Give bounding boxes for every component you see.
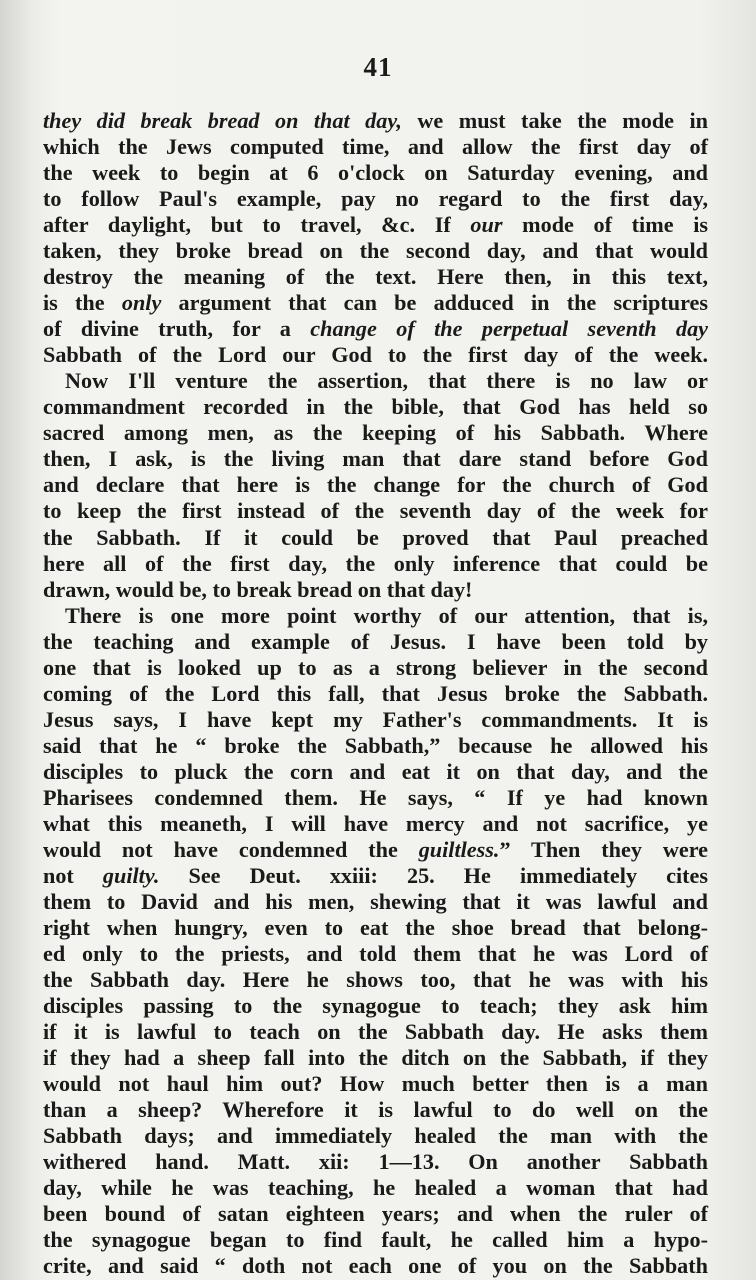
text-line <box>43 551 708 577</box>
text-segment: Pharisees condemned them. He says, “ If ye had known <box>43 784 708 810</box>
text-line <box>43 1071 708 1097</box>
text-line <box>43 1097 708 1123</box>
text-line <box>43 1149 708 1175</box>
text-segment: See Deut. xxiii: 25. He immediately cites <box>159 862 708 888</box>
text-segment: than a sheep? Wherefore it is lawful to do well on the <box>43 1097 708 1123</box>
text-segment: the Sabbath. If it could be proved that Paul preached <box>43 524 708 550</box>
body-text <box>43 108 708 1279</box>
text-segment: right when hungry, even to eat the shoe bread that belong- <box>43 914 708 940</box>
text-segment: taken, they broke bread on the second day, and that would <box>43 238 708 264</box>
text-line <box>43 368 708 394</box>
text-segment: Sabbath days; and immediately healed the man with the <box>43 1123 708 1149</box>
text-line <box>43 759 708 785</box>
text-line <box>43 186 708 212</box>
text-segment: which the Jews computed time, and allow the first day of <box>43 134 708 160</box>
text-line <box>43 446 708 472</box>
text-line <box>43 290 708 316</box>
text-line <box>43 785 708 811</box>
text-segment: destroy the meaning of the text. Here then, in this text, <box>43 264 708 290</box>
text-line <box>43 629 708 655</box>
text-segment: Jesus says, I have kept my Father's commandments. It is <box>43 706 708 732</box>
page-number: 41 <box>363 52 393 82</box>
text-segment: There is one more point worthy of our attention, that is, <box>65 602 708 628</box>
text-line <box>43 863 708 889</box>
text-line <box>43 707 708 733</box>
text-line <box>43 212 708 238</box>
text-segment: if they had a sheep fall into the ditch on the Sabbath, if they <box>43 1045 708 1071</box>
text-segment: is the <box>43 290 122 316</box>
text-segment: argument that can be adduced in the scriptures <box>161 290 708 316</box>
text-line <box>43 603 708 629</box>
text-segment: crite, and said “ doth not each one of you on the Sabbath <box>43 1253 708 1279</box>
text-line <box>43 1175 708 1201</box>
text-line <box>43 1123 708 1149</box>
text-segment: mode of time is <box>502 212 708 238</box>
text-segment: been bound of satan eighteen years; and when the ruler of <box>43 1201 708 1227</box>
text-segment: if it is lawful to teach on the Sabbath day. He asks them <box>43 1019 708 1045</box>
text-line <box>43 993 708 1019</box>
text-line <box>43 837 708 863</box>
text-segment: disciples passing to the synagogue to teach; they ask him <box>43 993 708 1019</box>
text-line <box>43 811 708 837</box>
text-segment: one that is looked up to as a strong believer in the second <box>43 654 708 680</box>
text-line <box>43 108 708 134</box>
text-segment: coming of the Lord this fall, that Jesus broke the Sabbath. <box>43 680 708 706</box>
text-line <box>43 967 708 993</box>
text-segment: and declare that here is the change for the church of God <box>43 472 708 498</box>
text-segment: ” Then they were <box>499 836 708 862</box>
text-segment: after daylight, but to travel, &c. If <box>43 212 471 238</box>
text-segment: the week to begin at 6 o'clock on Saturday evening, and <box>43 160 708 186</box>
italic-text: guilty. <box>102 862 160 888</box>
text-segment: commandment recorded in the bible, that God has held so <box>43 394 708 420</box>
text-line <box>43 1019 708 1045</box>
text-segment: would not haul him out? How much better then is a man <box>43 1071 708 1097</box>
text-line <box>43 655 708 681</box>
text-line <box>43 472 708 498</box>
italic-text: our <box>470 212 503 238</box>
text-line <box>43 889 708 915</box>
text-line <box>43 394 708 420</box>
text-segment: sacred among men, as the keeping of his Sabbath. Where <box>43 420 708 446</box>
text-line <box>43 134 708 160</box>
text-line <box>43 681 708 707</box>
italic-text: only <box>121 290 162 316</box>
italic-text: they did break bread on that day, <box>43 108 402 133</box>
text-line <box>43 238 708 264</box>
text-segment: here all of the first day, the only inference that could be <box>43 550 708 576</box>
text-line <box>43 160 708 186</box>
text-line <box>43 1045 708 1071</box>
text-segment: Sabbath of the Lord our God to the first day of the week. <box>43 342 708 368</box>
text-line <box>43 733 708 759</box>
text-segment: what this meaneth, I will have mercy and not sacrifice, ye <box>43 810 708 836</box>
text-segment: the teaching and example of Jesus. I have been told by <box>43 628 708 654</box>
text-segment: the Sabbath day. Here he shows too, that he was with his <box>43 967 708 993</box>
text-line <box>43 420 708 446</box>
text-line <box>43 1227 708 1253</box>
text-segment: them to David and his men, shewing that it was lawful and <box>43 888 708 914</box>
text-segment: to keep the first instead of the seventh day of the week for <box>43 498 708 524</box>
text-segment: to follow Paul's example, pay no regard to the first day, <box>43 186 708 212</box>
text-segment: withered hand. Matt. xii: 1—13. On another Sabbath <box>43 1149 708 1175</box>
text-segment: Now I'll venture the assertion, that there is no law or <box>65 368 708 394</box>
text-line <box>43 342 708 368</box>
italic-text: guiltless. <box>418 836 500 862</box>
text-segment: would not have condemned the <box>43 836 419 862</box>
text-segment: of divine truth, for a <box>43 316 311 342</box>
text-segment: ed only to the priests, and told them that he was Lord of <box>43 941 708 966</box>
text-segment: drawn, would be, to break bread on that day! <box>43 576 473 602</box>
text-line <box>43 525 708 551</box>
text-line <box>43 1201 708 1227</box>
text-segment: disciples to pluck the corn and eat it on that day, and the <box>43 758 708 784</box>
text-segment: not <box>43 862 103 888</box>
text-line <box>43 264 708 290</box>
text-segment: said that he “ broke the Sabbath,” because he allowed his <box>43 732 708 758</box>
text-segment: the synagogue began to find fault, he called him a hypo- <box>43 1227 708 1253</box>
text-line <box>43 577 708 603</box>
text-line <box>43 498 708 524</box>
text-segment: then, I ask, is the living man that dare stand before God <box>43 446 708 472</box>
text-line <box>43 316 708 342</box>
text-segment: day, while he was teaching, he healed a woman that had <box>43 1175 708 1201</box>
text-segment: we must take the mode in <box>401 108 708 133</box>
text-line <box>43 941 708 967</box>
italic-text: change of the perpetual seventh day <box>310 316 709 342</box>
text-line <box>43 1253 708 1279</box>
text-line <box>43 915 708 941</box>
